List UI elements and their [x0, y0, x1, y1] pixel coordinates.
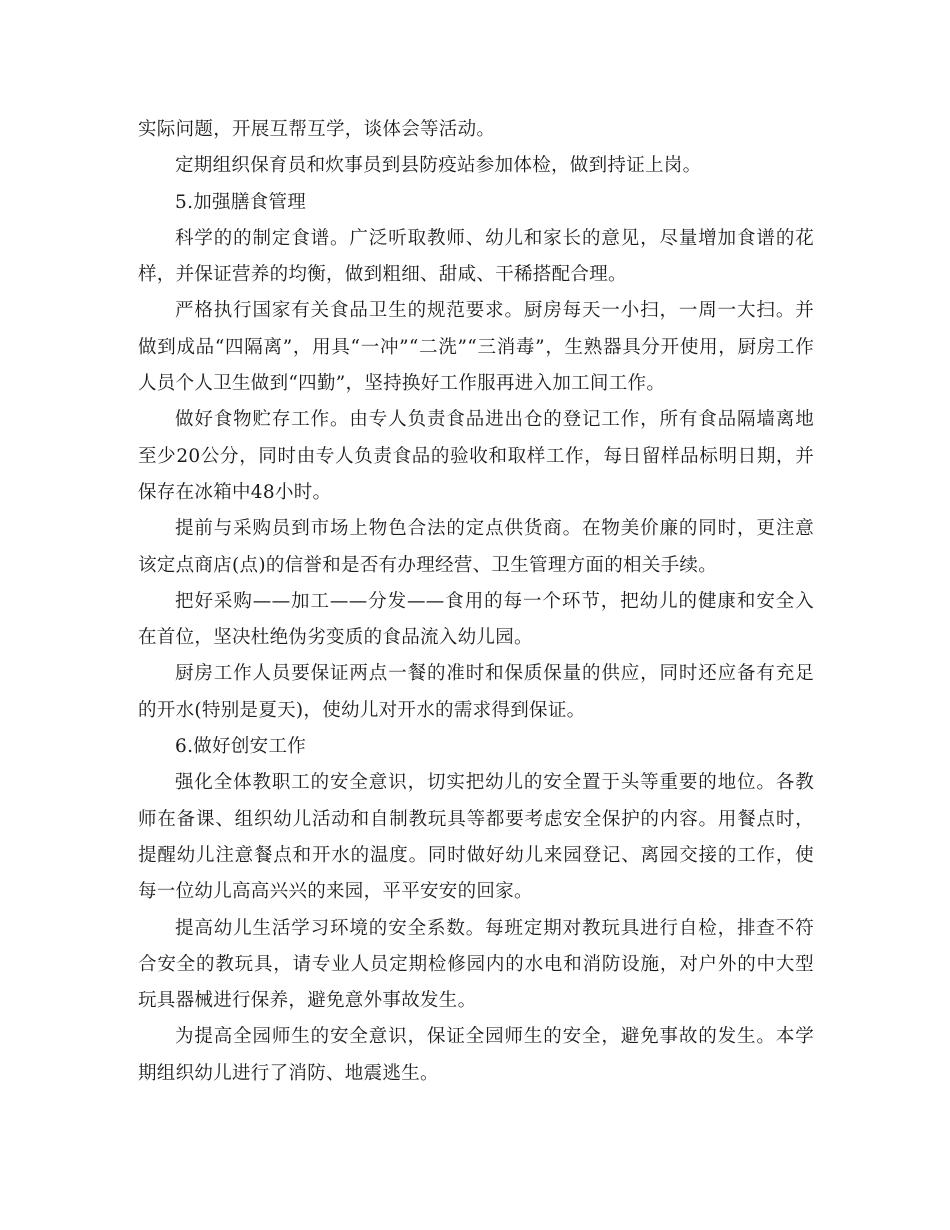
paragraph: 提前与采购员到市场上物色合法的定点供货商。在物美价廉的同时，更注意该定点商店(点)的信誉和是否有办理经营、卫生管理方面的相关手续。: [138, 518, 814, 576]
paragraph: 强化全体教职工的安全意识，切实把幼儿的安全置于头等重要的地位。各教师在备课、组织幼儿活动和自制教玩具等都要考虑安全保护的内容。用餐点时，提醒幼儿注意餐点和开水的温度。同时做好幼儿来园登记、离园交接的工作，使每一位幼儿高高兴兴的来园，平平安安的回家。: [138, 772, 814, 903]
document-body: [138, 112, 814, 1092]
paragraph: 科学的的制定食谱。广泛听取教师、幼儿和家长的意见，尽量增加食谱的花样，并保证营养的均衡，做到粗细、甜咸、干稀搭配合理。: [138, 227, 814, 286]
section-heading: 5.加强膳食管理: [175, 191, 307, 213]
section-heading: 6.做好创安工作: [175, 736, 307, 758]
paragraph: 严格执行国家有关食品卫生的规范要求。厨房每天一小扫，一周一大扫。并做到成品“四隔离”，用具“一冲”“二洗”“三消毒”，生熟器具分开使用，厨房工作人员个人卫生做到“四勤”，坚持换好工作服再进入加工间工作。: [138, 300, 814, 395]
paragraph: 实际问题，开展互帮互学，谈体会等活动。: [138, 119, 496, 140]
paragraph: 提高幼儿生活学习环境的安全系数。每班定期对教玩具进行自检，排查不符合安全的教玩具，请专业人员定期检修园内的水电和消防设施，对户外的中大型玩具器械进行保养，避免意外事故发生。: [138, 917, 814, 1012]
paragraph: 把好采购——加工——分发——食用的每一个环节，把幼儿的健康和安全入在首位，坚决杜绝伪劣变质的食品流入幼儿园。: [138, 590, 814, 649]
paragraph: 定期组织保育员和炊事员到县防疫站参加体检，做到持证上岗。: [175, 155, 702, 177]
paragraph: 厨房工作人员要保证两点一餐的准时和保质保量的供应，同时还应备有充足的开水(特别是夏天)，使幼儿对开水的需求得到保证。: [138, 663, 814, 721]
paragraph: 为提高全园师生的安全意识，保证全园师生的安全，避免事故的发生。本学期组织幼儿进行了消防、地震逃生。: [138, 1026, 814, 1084]
paragraph: 做好食物贮存工作。由专人负责食品进出仓的登记工作，所有食品隔墙离地至少20公分，同时由专人负责食品的验收和取样工作，每日留样品标明日期，并保存在冰箱中48小时。: [138, 409, 814, 503]
